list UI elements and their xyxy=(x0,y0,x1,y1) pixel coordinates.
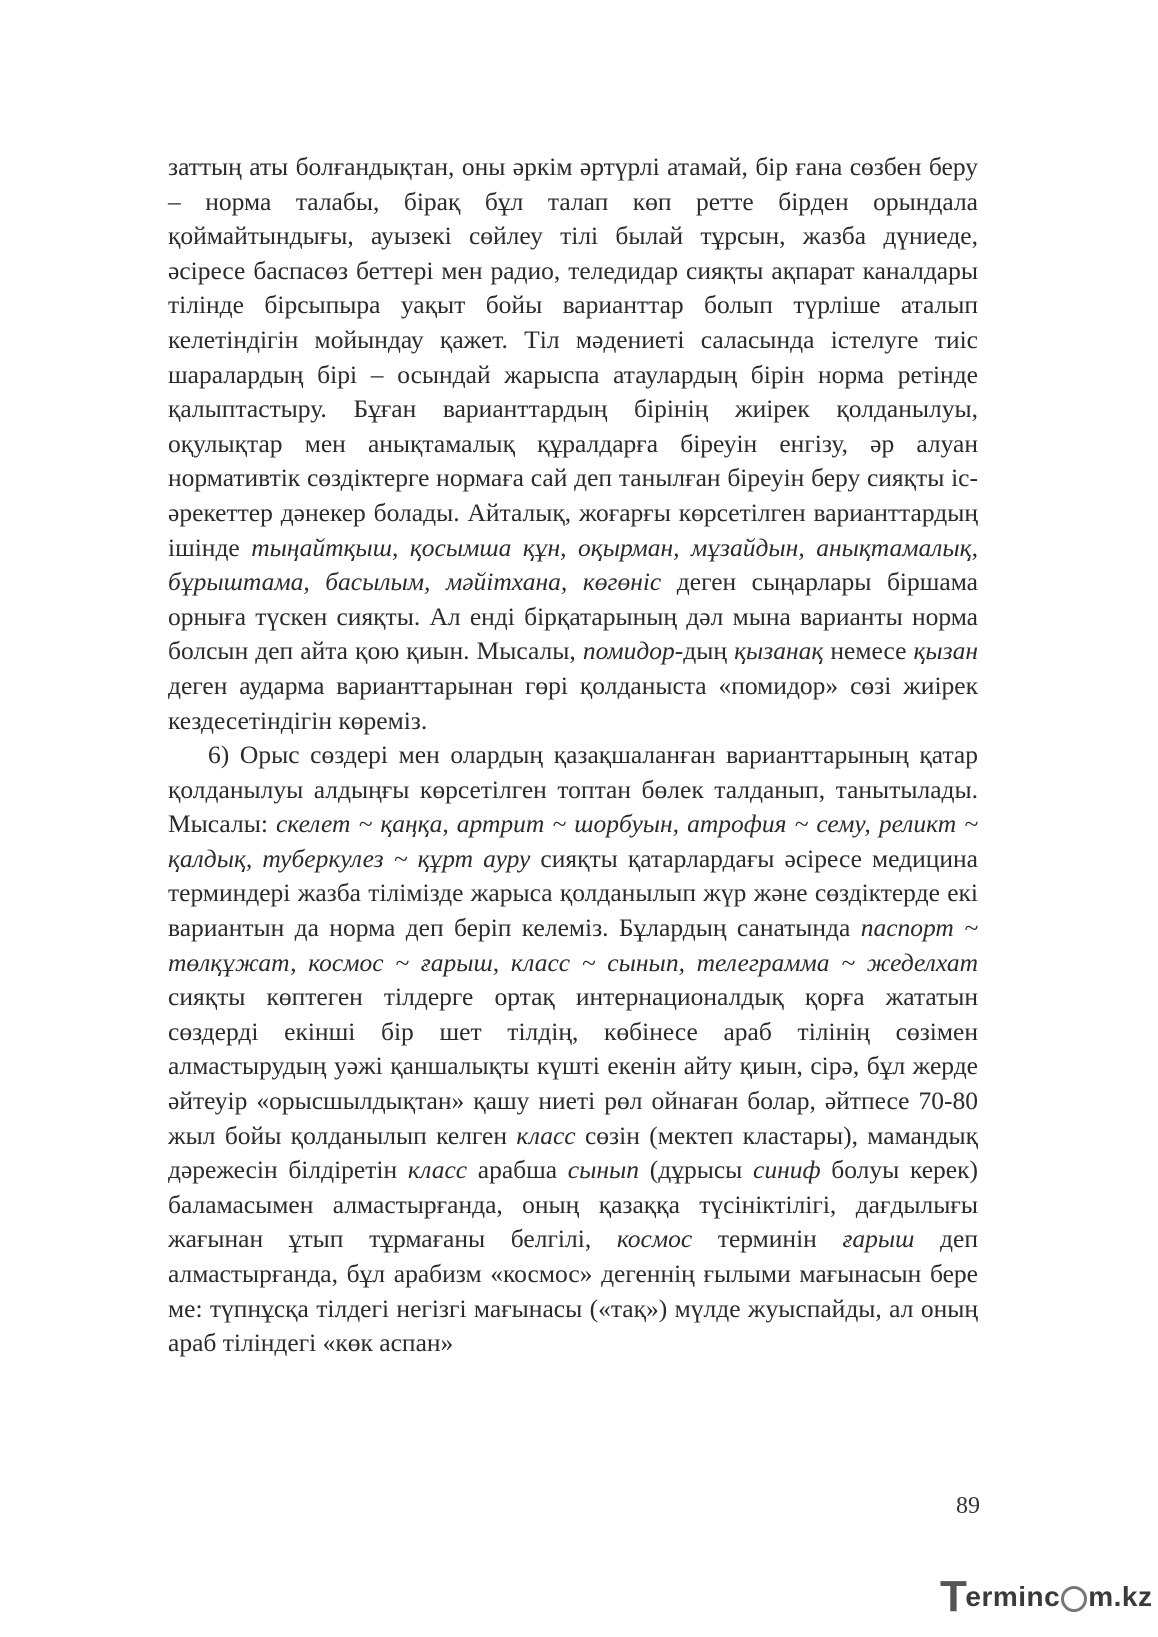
text-run: 6) Орыс сөздері мен олардың қазақшаланған варианттарының қатар қолданылуы алдыңғы көрсетілген топтан бөлек талданып, танытылады. Мысалы: xyxy=(168,740,978,839)
text-run: деп алмастырғанда, бұл арабизм «космос» дегеннің ғылыми мағынасын бере ме: түпнұсқа тілдегі негізгі мағынасы («тақ») мүлде жуыспайды, ал оның араб тіліндегі «көк аспан» xyxy=(168,1224,978,1358)
text-run: деген аударма варианттарынан гөрі қолданыста «помидор» сөзі жиірек кездесетіндігін көреміз. xyxy=(168,670,978,735)
logo-o-circle-icon xyxy=(1061,1586,1087,1612)
text-run: сөзін (мектеп кластары), мамандық дәрежесін білдіретін xyxy=(168,1120,978,1185)
italic-term: қызанақ xyxy=(734,636,824,666)
italic-term: синиф xyxy=(753,1155,821,1185)
text-run: арабша xyxy=(467,1155,568,1185)
text-run: -дың xyxy=(674,636,735,666)
italic-term: класс xyxy=(516,1120,576,1150)
italic-term: тыңайтқыш, қосымша құн, оқырман, мұзайдын, анықтамалық, бұрыштама, басылым, мәйітхана, көгөніс xyxy=(168,532,978,597)
text-run: заттың аты болғандықтан, оны әркім әртүрлі атамай, бір ғана сөзбен беру – норма талабы, бірақ бұл талап көп ретте бірден орындала қоймайтындығы, ауызекі сөйлеу тілі былай тұрсын, жазба дүниеде, әсіресе баспасөз беттері мен радио, теледидар сияқты ақпарат каналдары тілінде бірсыпыра уақыт бойы варианттар болып түрліше аталып келетіндігін мойындау қажет. Тіл мәдениеті саласында істелуге тиіс шаралардың бірі – осындай жарыспа атаулардың бірін норма ретінде қалыптастыру. Бұған варианттардың бірінің жиірек қолданылуы, оқулықтар мен анықтамалық құралдарға біреуін енгізу, әр алуан нормативтік сөздіктерге нормаға сай деп танылған біреуін беру сияқты іс-әрекеттер дәнекер болады. Айталық, жоғарғы көрсетілген варианттардың ішінде xyxy=(168,152,978,562)
text-run: сияқты қатарлардағы әсіресе медицина терминдері жазба тілімізде жарыса қолданылып жүр және сөздіктерде екі вариантын да норма деп беріп келеміз. Бұлардың санатында xyxy=(168,843,978,943)
italic-term: космос xyxy=(616,1224,693,1254)
text-run: (дұрысы xyxy=(639,1155,753,1185)
italic-term: класс xyxy=(407,1155,468,1185)
italic-term: помидор xyxy=(582,636,675,666)
italic-term: паспорт ~ төлқұжат, космос ~ ғарыш, класс ~ сынып, телеграмма ~ жеделхат xyxy=(168,913,978,977)
italic-term: скелет ~ қаңқа, артрит ~ шорбуын, атрофия ~ сему, реликт ~ қалдық, туберкулез ~ құрт ауру xyxy=(168,809,978,873)
text-run: деген сыңарлары біршама орныға түскен сияқты. Ал енді бірқатарының дәл мына варианты норма болсын деп айта қою қиын. Мысалы, xyxy=(168,567,978,666)
italic-term: сынып xyxy=(567,1155,640,1185)
text-run: терминін xyxy=(692,1224,843,1254)
page-number: 89 xyxy=(956,1493,980,1519)
terminkom-logo xyxy=(940,1572,1152,1622)
text-run: немесе xyxy=(823,636,914,666)
text-run: болуы керек) баламасымен алмастырғанда, оның қазаққа түсініктілігі, дағдылығы жағынан ұтып тұрмағаны белгілі, xyxy=(168,1155,978,1254)
text-run: сияқты көптеген тілдерге ортақ интернационалдық қорға жататын сөздерді екінші бір шет тілдің, көбінесе араб тілінің сөзімен алмастырудың уәжі қаншалықты күшті екенін айту қиын, сірә, бұл жерде әйтеуір «орысшылдықтан» қашу ниеті рөл ойнаған болар, әйтпесе 70-80 жыл бойы қолданылып келген xyxy=(168,982,978,1150)
paragraph xyxy=(168,150,978,738)
italic-term: ғарыш xyxy=(842,1224,915,1254)
italic-term: қызан xyxy=(913,636,978,666)
body-text xyxy=(168,150,978,1361)
logo-text-part1: erminc xyxy=(965,1581,1061,1612)
logo-text-part2: m.kz xyxy=(1088,1581,1153,1612)
logo-t-glyph: T xyxy=(940,1572,968,1621)
paragraph xyxy=(168,738,978,1361)
